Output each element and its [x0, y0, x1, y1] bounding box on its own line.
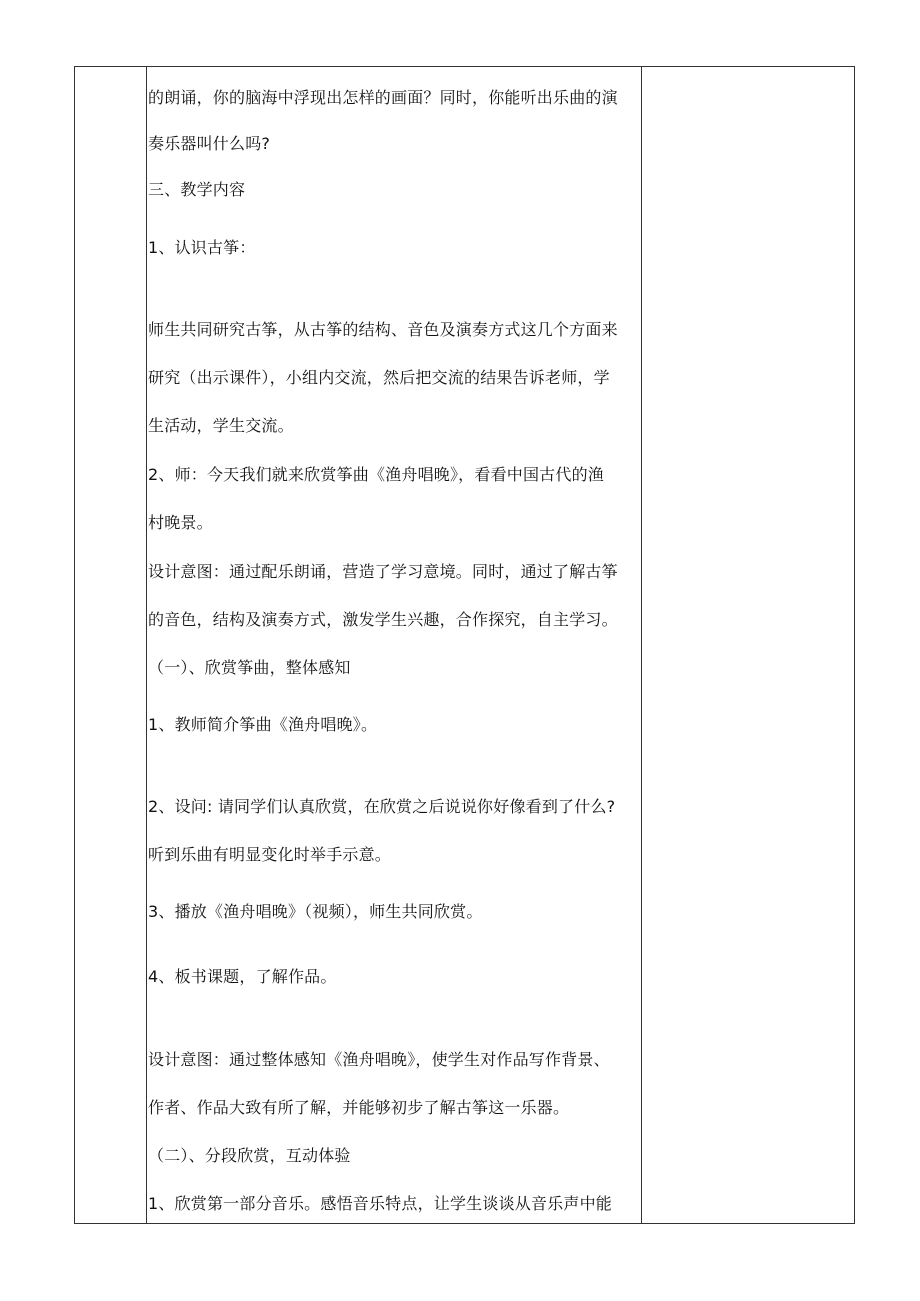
design-intent-line: 作者、作品大致有所了解，并能够初步了解古筝这一乐器。: [148, 1098, 570, 1117]
text-line: 听到乐曲有明显变化时举手示意。: [148, 845, 392, 864]
design-intent-line: 的音色，结构及演奏方式，激发学生兴趣，合作探究，自主学习。: [148, 610, 618, 629]
list-item: 3、播放《渔舟唱晚》（视频），师生共同欣赏。: [148, 902, 483, 921]
subsection-heading: （一）、欣赏筝曲，整体感知: [148, 658, 351, 677]
text-line: 的朗诵，你的脑海中浮现出怎样的画面？同时，你能听出乐曲的演: [148, 88, 618, 107]
design-intent-line: 设计意图：通过配乐朗诵，营造了学习意境。同时，通过了解古筝: [148, 562, 618, 581]
text-line: 生活动，学生交流。: [148, 416, 294, 435]
section-heading: 三、教学内容: [148, 180, 246, 199]
text-line: 2、师：今天我们就来欣赏筝曲《渔舟唱晚》，看看中国古代的渔: [148, 465, 604, 484]
table-column-divider-left: [146, 67, 147, 1223]
subsection-heading: （二）、分段欣赏，互动体验: [148, 1146, 351, 1165]
list-item: 4、板书课题，了解作品。: [148, 967, 337, 986]
list-item: 1、教师简介筝曲《渔舟唱晚》。: [148, 715, 378, 734]
text-line: 研究（出示课件），小组内交流，然后把交流的结果告诉老师，学: [148, 368, 610, 387]
text-line: 师生共同研究古筝，从古筝的结构、音色及演奏方式这几个方面来: [148, 320, 618, 339]
table-column-divider-right: [641, 67, 642, 1223]
text-line: 村晚景。: [148, 513, 213, 532]
design-intent-line: 设计意图：通过整体感知《渔舟唱晚》，使学生对作品写作背景、: [148, 1050, 610, 1069]
list-item: 2、设问: 请同学们认真欣赏，在欣赏之后说说你好像看到了什么?: [148, 797, 616, 816]
list-item: 1、欣赏第一部分音乐。感悟音乐特点，让学生谈谈从音乐声中能: [148, 1194, 612, 1213]
subsection-heading: 1、认识古筝：: [148, 238, 256, 257]
text-line: 奏乐器叫什么吗?: [148, 134, 271, 153]
